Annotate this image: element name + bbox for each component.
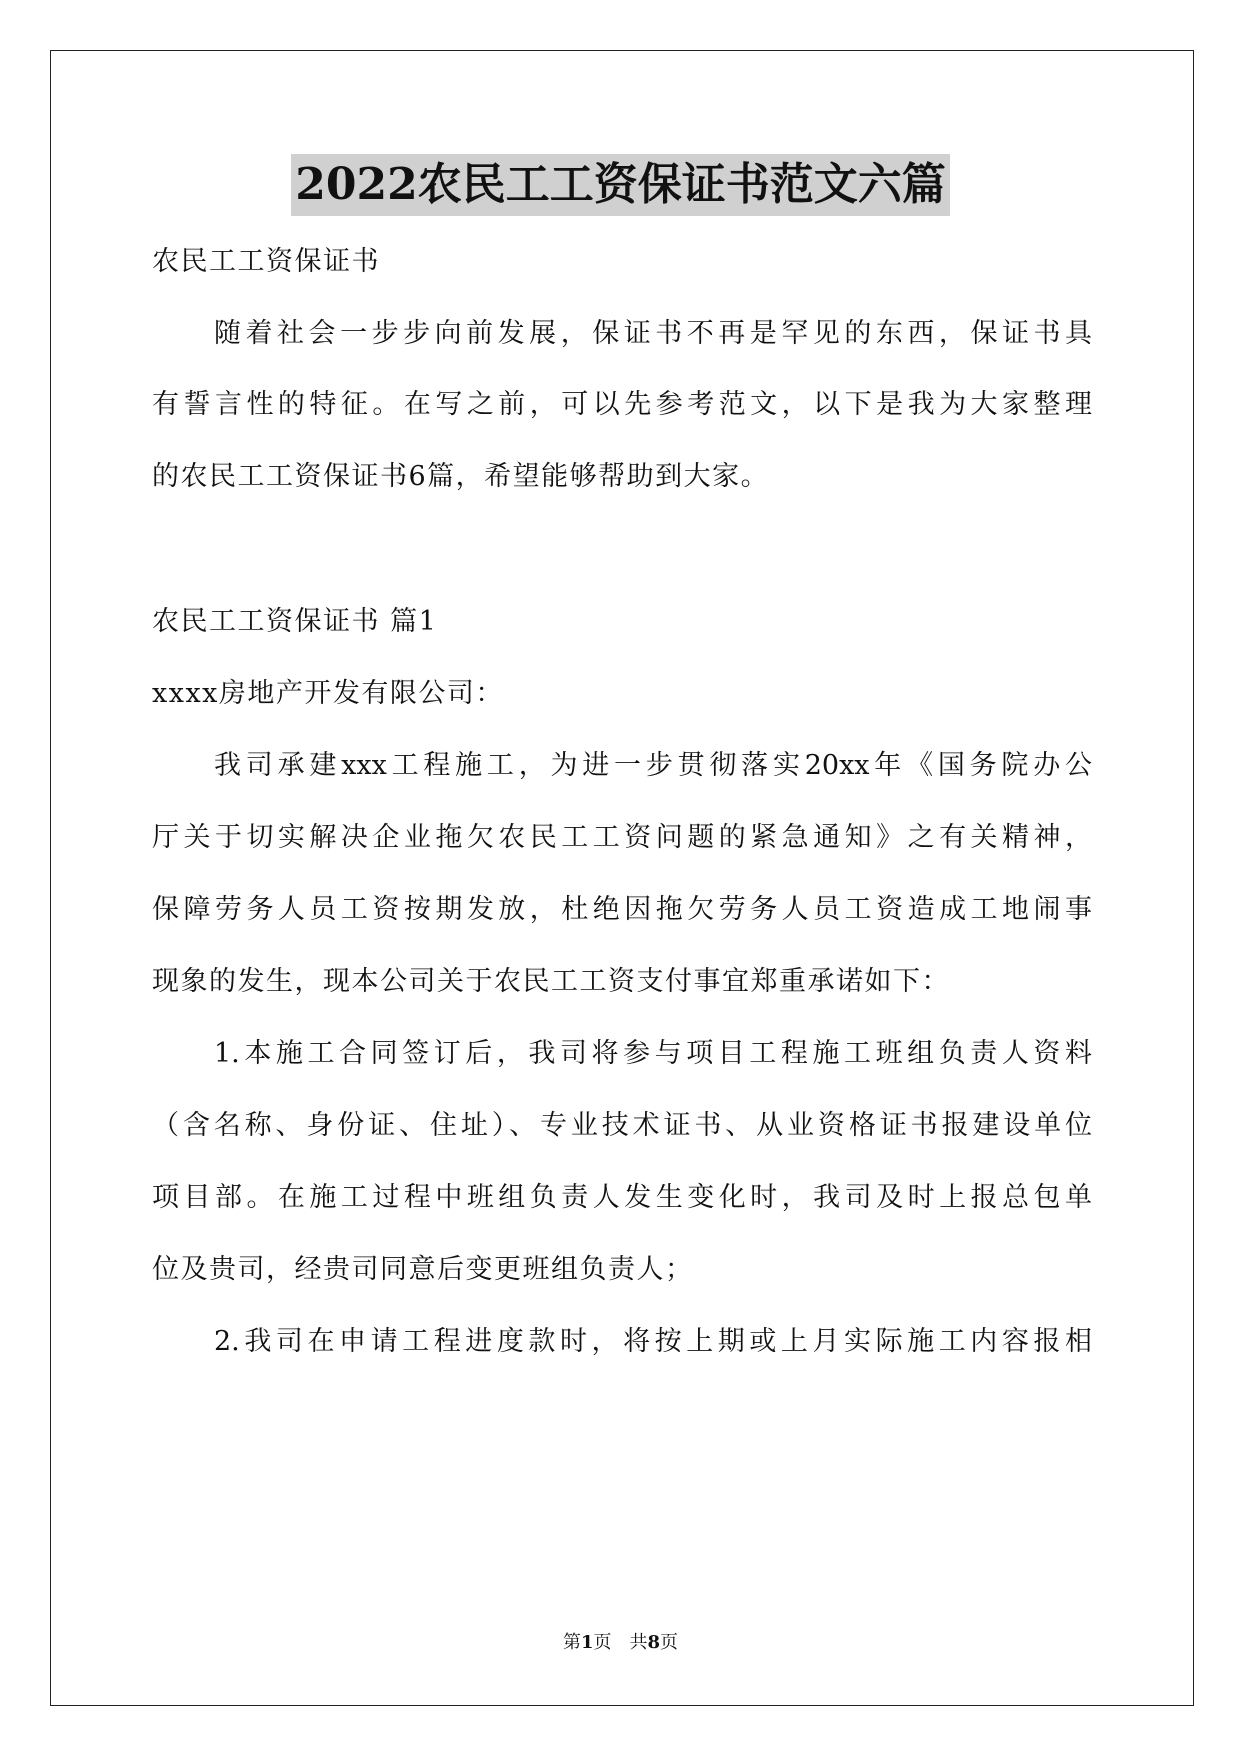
body-line-1: 我司承建xxx工程施工，为进一步贯彻落实20xx年《国务院办公: [214, 750, 1092, 781]
footer-page-number: 1: [580, 1632, 594, 1653]
footer-middle: 页 共: [593, 1632, 648, 1653]
intro-line-3: 的农民工工资保证书6篇，希望能够帮助到大家。: [152, 461, 770, 492]
item1-line-1: 1.本施工合同签订后，我司将参与项目工程施工班组负责人资料: [214, 1038, 1092, 1069]
body-line-2: 厅关于切实解决企业拖欠农民工工资问题的紧急通知》之有关精神，: [152, 822, 1092, 853]
intro-line-1: 随着社会一步步向前发展，保证书不再是罕见的东西，保证书具: [214, 318, 1092, 349]
item1-line-3: 项目部。在施工过程中班组负责人发生变化时，我司及时上报总包单: [152, 1182, 1092, 1213]
section-heading: 农民工工资保证书: [152, 246, 380, 277]
body-line-4: 现象的发生，现本公司关于农民工工资支付事宜郑重承诺如下：: [152, 966, 950, 997]
item1-line-4: 位及贵司，经贵司同意后变更班组负责人；: [152, 1254, 694, 1285]
addressee-line: xxxx房地产开发有限公司：: [152, 678, 504, 709]
body-line-3: 保障劳务人员工资按期发放，杜绝因拖欠劳务人员工资造成工地闹事: [152, 894, 1092, 925]
title-container: [0, 154, 1241, 216]
footer-prefix: 第: [562, 1632, 581, 1653]
document-title: 2022农民工工资保证书范文六篇: [291, 154, 949, 216]
chapter-heading: 农民工工资保证书 篇1: [152, 606, 438, 637]
intro-line-2: 有誓言性的特征。在写之前，可以先参考范文，以下是我为大家整理: [152, 389, 1092, 420]
footer-total-pages: 8: [647, 1632, 661, 1653]
footer-suffix: 页: [660, 1632, 679, 1653]
item2-line-1: 2.我司在申请工程进度款时，将按上期或上月实际施工内容报相: [214, 1326, 1092, 1357]
item1-line-2: （含名称、身份证、住址）、专业技术证书、从业资格证书报建设单位: [152, 1110, 1092, 1141]
page-border: [50, 50, 1194, 1706]
page-footer: [0, 1631, 1241, 1655]
